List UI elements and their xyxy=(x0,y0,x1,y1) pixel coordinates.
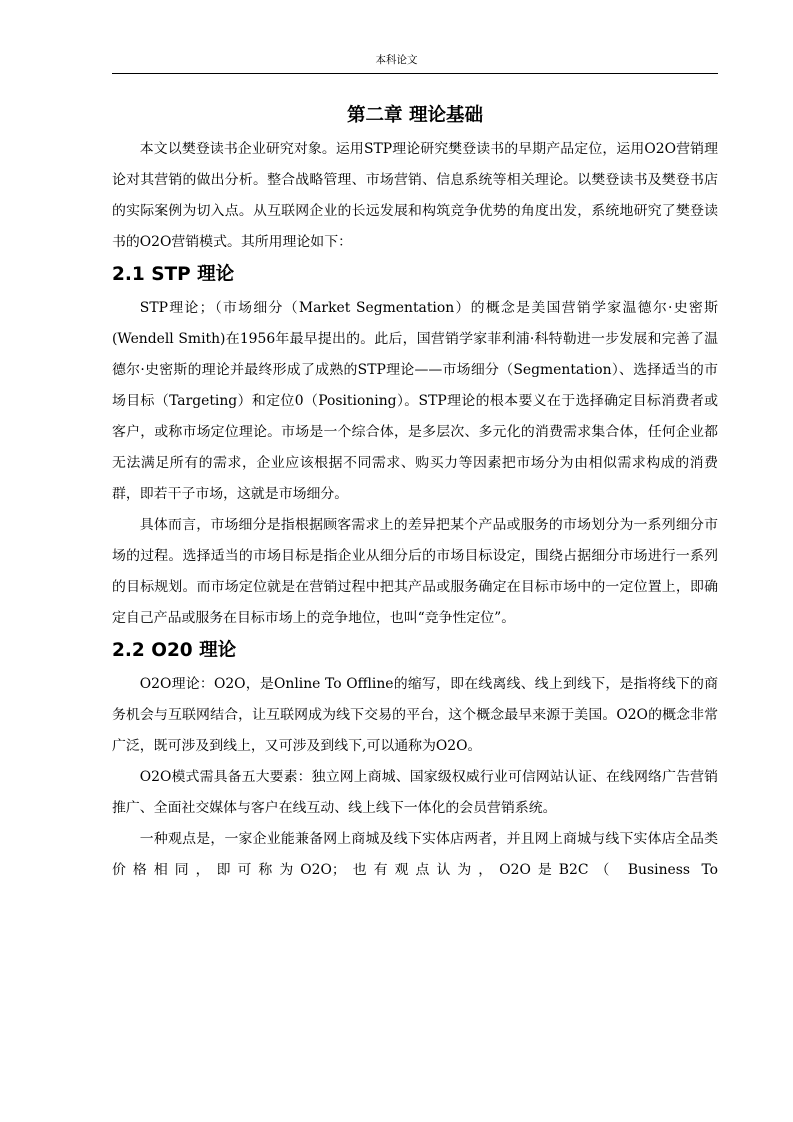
page-body xyxy=(112,97,718,886)
chapter-title: 第二章 理论基础 xyxy=(347,105,483,126)
stp-paragraph-1: STP理论；（市场细分（Market Segmentation）的概念是美国营销学家温德尔·史密斯(Wendell Smith)在1956年最早提出的。此后，国营销学家菲利浦·科特勒进一步发展和完善了温德尔·史密斯的理论并最终形成了成熟的STP理论——市场细分（Segmentation）、选择适当的市场目标（Targeting）和定位0（Positioning）。STP理论的根本要义在于选择确定目标消费者或客户，或称市场定位理论。市场是一个综合体，是多层次、多元化的消费需求集合体，任何企业都无法满足所有的需求，企业应该根据不同需求、购买力等因素把市场分为由相似需求构成的消费群，即若干子市场，这就是市场细分。 xyxy=(112,300,718,502)
header-rule xyxy=(112,73,718,74)
page-header: 本科论文 xyxy=(375,54,418,66)
section-title-o2o: 2.2 O20 理论 xyxy=(112,640,237,661)
section-title-stp: 2.1 STP 理论 xyxy=(112,264,235,285)
stp-paragraph-2: 具体而言，市场细分是指根据顾客需求上的差异把某个产品或服务的市场划分为一系列细分市场的过程。选择适当的市场目标是指企业从细分后的市场目标设定，围绕占据细分市场进行一系列的目标规划。而市场定位就是在营销过程中把其产品或服务确定在目标市场中的一定位置上，即确定自己产品或服务在目标市场上的竞争地位，也叫“竞争性定位”。 xyxy=(112,517,718,626)
o2o-paragraph-3: 一种观点是，一家企业能兼备网上商城及线下实体店两者，并且网上商城与线下实体店全品类价格相同，即可称为O2O；也有观点认为，O2O是B2C（ Business To xyxy=(112,831,718,878)
o2o-paragraph-1: O2O理论：O2O，是Online To Offline的缩写，即在线离线、线上到线下，是指将线下的商务机会与互联网结合，让互联网成为线下交易的平台，这个概念最早来源于美国。O2O的概念非常广泛，既可涉及到线上，又可涉及到线下,可以通称为O2O。 xyxy=(112,676,718,754)
chapter-intro-paragraph: 本文以樊登读书企业研究对象。运用STP理论研究樊登读书的早期产品定位，运用O2O营销理论对其营销的做出分析。整合战略管理、市场营销、信息系统等相关理论。以樊登读书及樊登书店的实际案例为切入点。从互联网企业的长远发展和构筑竞争优势的角度出发，系统地研究了樊登读书的O2O营销模式。其所用理论如下： xyxy=(112,141,718,250)
o2o-paragraph-2: O2O模式需具备五大要素：独立网上商城、国家级权威行业可信网站认证、在线网络广告营销推广、全面社交媒体与客户在线互动、线上线下一体化的会员营销系统。 xyxy=(112,769,718,816)
